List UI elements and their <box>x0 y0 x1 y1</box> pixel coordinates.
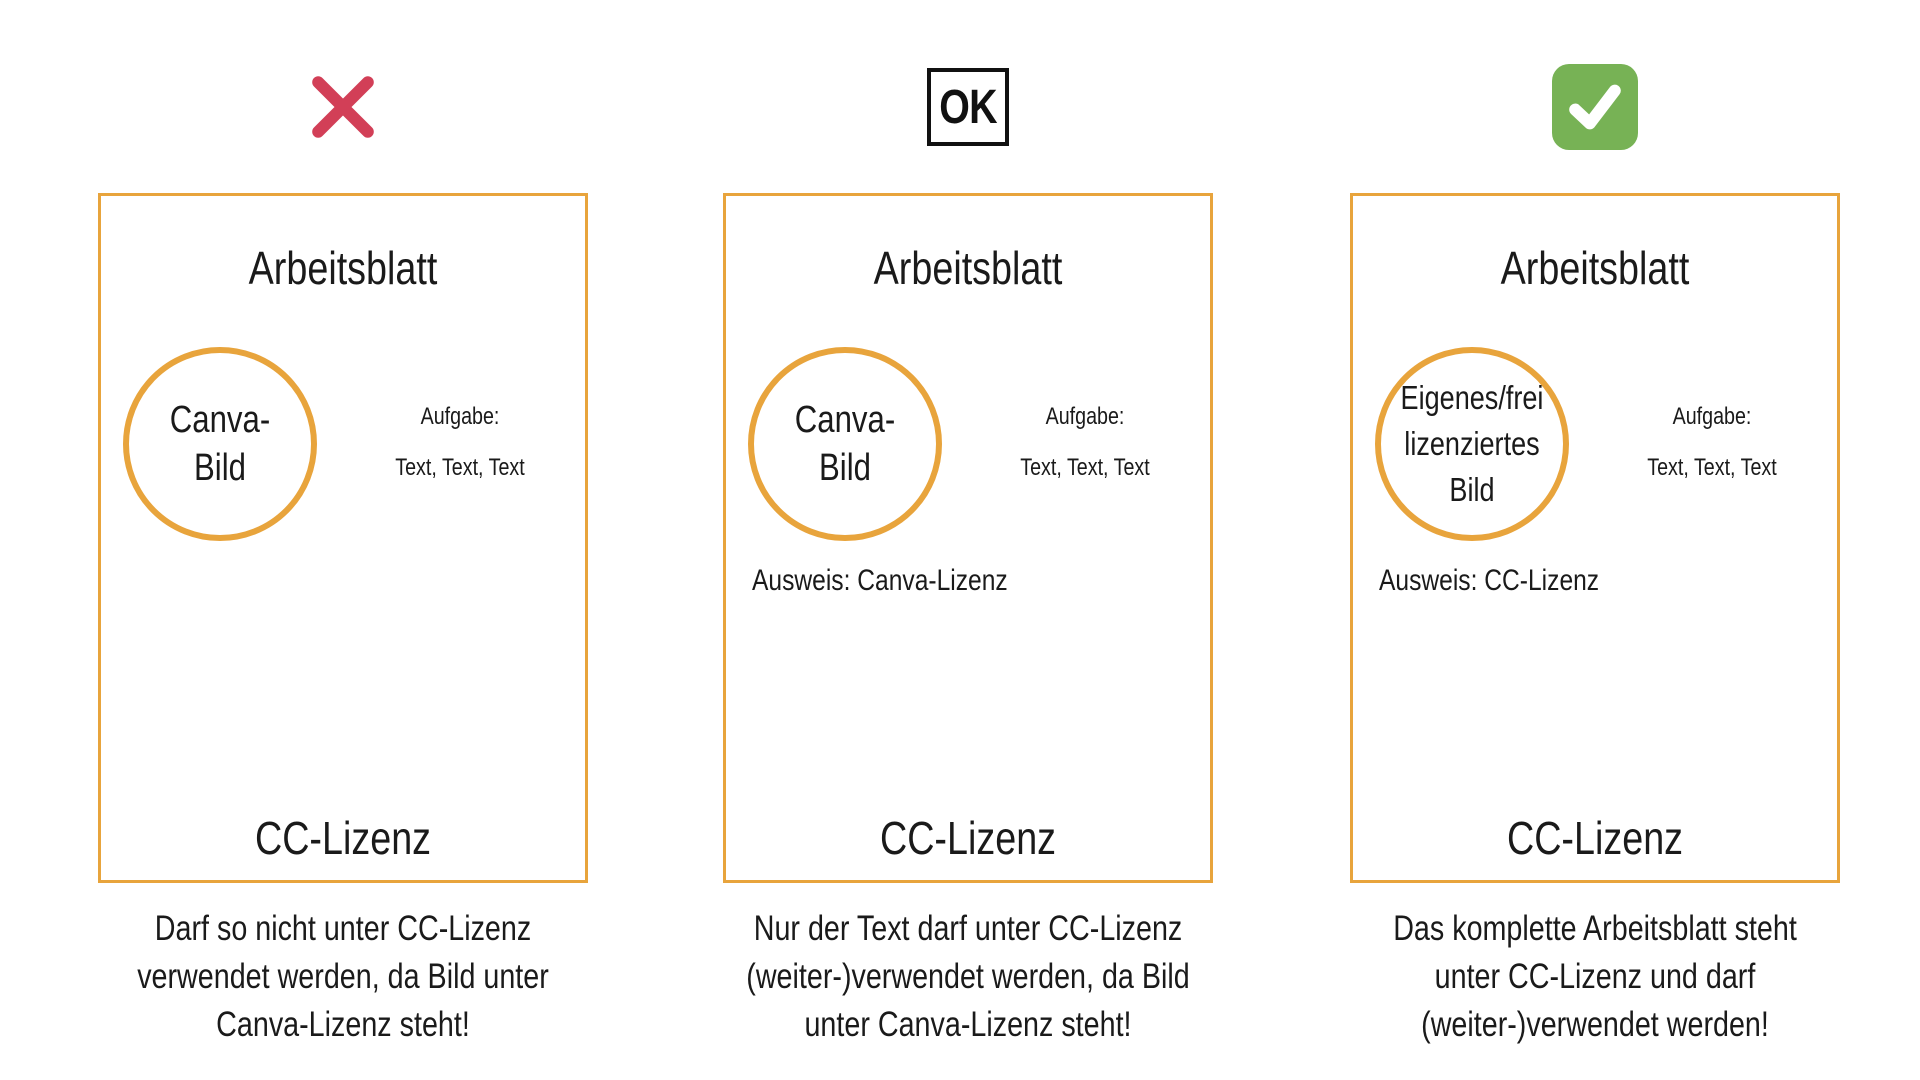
task-heading: Aufgabe: <box>420 403 500 430</box>
image-placeholder-circle <box>123 347 317 541</box>
caption-line: Das komplette Arbeitsblatt steht <box>1393 909 1797 948</box>
image-label-line: lizenziertes Bild <box>1404 425 1540 508</box>
card-license-label: CC-Lizenz <box>254 812 432 864</box>
scenario-column-partially-ok <box>723 0 1213 1080</box>
caption <box>668 905 1268 1049</box>
license-note: Ausweis: CC-Lizenz <box>1379 564 1600 597</box>
caption-line: Canva-Lizenz steht! <box>216 1005 470 1044</box>
task-text: Text, Text, Text <box>1020 454 1150 481</box>
caption-line: Darf so nicht unter CC-Lizenz <box>154 909 532 948</box>
image-label-line: Canva-Bild <box>794 399 896 489</box>
check-icon <box>1552 64 1638 150</box>
image-label <box>1381 375 1563 513</box>
image-label-line: Eigenes/frei <box>1400 379 1544 416</box>
caption-line: Nur der Text darf unter CC-Lizenz <box>753 909 1183 948</box>
task-heading: Aufgabe: <box>1045 403 1125 430</box>
task-block <box>1597 402 1827 483</box>
task-heading: Aufgabe: <box>1672 403 1752 430</box>
worksheet-card <box>98 193 588 883</box>
caption-line: verwendet werden, da Bild unter <box>137 957 549 996</box>
ok-badge <box>927 68 1009 146</box>
image-label <box>754 396 936 492</box>
worksheet-card <box>723 193 1213 883</box>
caption <box>43 905 643 1049</box>
image-label <box>129 396 311 492</box>
card-license-label: CC-Lizenz <box>879 812 1057 864</box>
caption <box>1295 905 1895 1049</box>
ok-badge-label: OK <box>939 80 997 134</box>
worksheet-card <box>1350 193 1840 883</box>
scenario-column-allowed <box>1350 0 1840 1080</box>
license-note: Ausweis: Canva-Lizenz <box>752 564 1008 597</box>
worksheet-title: Arbeitsblatt <box>873 242 1063 294</box>
image-placeholder-circle <box>748 347 942 541</box>
worksheet-title: Arbeitsblatt <box>1500 242 1690 294</box>
task-block <box>970 402 1200 483</box>
task-block <box>345 402 575 483</box>
task-text: Text, Text, Text <box>1647 454 1777 481</box>
status-slot <box>1350 62 1840 152</box>
image-label-line: Canva-Bild <box>169 399 271 489</box>
card-license-label: CC-Lizenz <box>1506 812 1684 864</box>
task-text: Text, Text, Text <box>395 454 525 481</box>
status-slot <box>723 62 1213 152</box>
caption-line: unter Canva-Lizenz steht! <box>804 1005 1132 1044</box>
caption-line: unter CC-Lizenz und darf <box>1434 957 1756 996</box>
cross-icon <box>303 67 383 147</box>
scenario-column-not-allowed <box>98 0 588 1080</box>
status-slot <box>98 62 588 152</box>
image-placeholder-circle <box>1375 347 1569 541</box>
caption-line: (weiter-)verwendet werden, da Bild <box>746 957 1190 996</box>
worksheet-title: Arbeitsblatt <box>248 242 438 294</box>
caption-line: (weiter-)verwendet werden! <box>1421 1005 1769 1044</box>
